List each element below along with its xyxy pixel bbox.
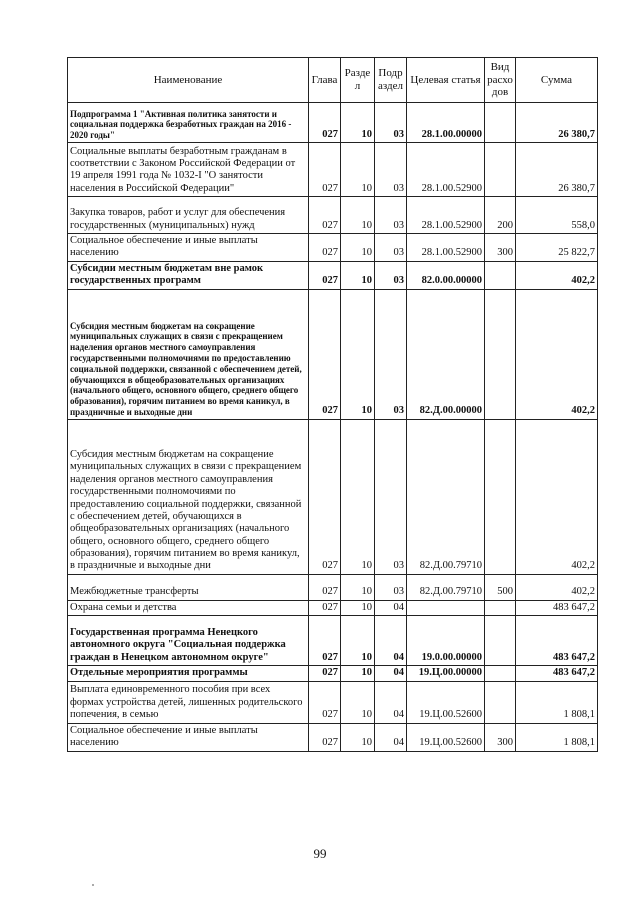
cell-sum: 483 647,2 (516, 666, 598, 681)
table-row (68, 289, 598, 419)
cell-section: 10 (341, 666, 375, 681)
cell-chapter: 027 (309, 681, 341, 723)
table-row (68, 616, 598, 666)
cell-sum: 483 647,2 (516, 616, 598, 666)
cell-subsection: 03 (375, 197, 407, 234)
cell-subsection: 03 (375, 289, 407, 419)
cell-target: 28.1.00.52900 (407, 197, 485, 234)
table-row (68, 666, 598, 681)
cell-sum: 402,2 (516, 289, 598, 419)
cell-target: 82.Д.00.79710 (407, 574, 485, 600)
cell-chapter: 027 (309, 197, 341, 234)
cell-name: Отдельные мероприятия программы (68, 666, 309, 681)
cell-subsection: 03 (375, 419, 407, 574)
cell-sum: 1 808,1 (516, 681, 598, 723)
cell-target: 19.Ц.00.00000 (407, 666, 485, 681)
cell-name: Субсидия местным бюджетам на сокращение муниципальных служащих в связи с прекращением наделения органов местного самоуправления государственными полномочиями по предоставлению социальной поддержки, связанной с обеспечением детей, обучающихся в общеобразовательных организациях (начального общего, основного общего, среднего общего образования), горячим питанием во время каникул, в праздничные и выходные дни (68, 289, 309, 419)
scan-speck (92, 884, 94, 886)
cell-name: Социальное обеспечение и иные выплаты населению (68, 723, 309, 751)
cell-expense-type: 300 (485, 234, 516, 262)
cell-target: 28.1.00.52900 (407, 234, 485, 262)
cell-name: Субсидии местным бюджетам вне рамок государственных программ (68, 261, 309, 289)
cell-chapter: 027 (309, 143, 341, 197)
cell-sum: 402,2 (516, 419, 598, 574)
cell-section: 10 (341, 600, 375, 615)
table-row (68, 234, 598, 262)
page-number: 99 (313, 846, 327, 861)
cell-name: Охрана семьи и детства (68, 600, 309, 615)
cell-sum: 558,0 (516, 197, 598, 234)
cell-expense-type (485, 143, 516, 197)
cell-name: Межбюджетные трансферты (68, 574, 309, 600)
cell-expense-type: 300 (485, 723, 516, 751)
cell-subsection: 04 (375, 666, 407, 681)
cell-section: 10 (341, 197, 375, 234)
cell-expense-type (485, 600, 516, 615)
cell-target: 28.1.00.52900 (407, 143, 485, 197)
document-page (67, 57, 597, 752)
cell-target: 19.Ц.00.52600 (407, 681, 485, 723)
header-name: Наименование (68, 58, 309, 103)
table-row (68, 600, 598, 615)
cell-section: 10 (341, 723, 375, 751)
table-row (68, 197, 598, 234)
budget-table (67, 57, 598, 752)
table-row (68, 681, 598, 723)
cell-name: Социальные выплаты безработным гражданам в соответствии с Законом Российской Федерации от 19 апреля 1991 года № 1032-I "О занятости населения в Российской Федерации" (68, 143, 309, 197)
cell-target: 19.Ц.00.52600 (407, 723, 485, 751)
cell-section: 10 (341, 103, 375, 143)
cell-chapter: 027 (309, 666, 341, 681)
cell-expense-type (485, 666, 516, 681)
cell-chapter: 027 (309, 600, 341, 615)
cell-sum: 1 808,1 (516, 723, 598, 751)
cell-subsection: 04 (375, 600, 407, 615)
table-row (68, 143, 598, 197)
cell-subsection: 04 (375, 723, 407, 751)
header-sum: Сумма (516, 58, 598, 103)
header-subsection: Подр аздел (375, 58, 407, 103)
table-header-row (68, 58, 598, 103)
table-row (68, 723, 598, 751)
cell-subsection: 04 (375, 616, 407, 666)
cell-subsection: 04 (375, 681, 407, 723)
cell-section: 10 (341, 616, 375, 666)
cell-target: 82.Д.00.00000 (407, 289, 485, 419)
cell-subsection: 03 (375, 574, 407, 600)
cell-target: 28.1.00.00000 (407, 103, 485, 143)
cell-chapter: 027 (309, 574, 341, 600)
table-row (68, 103, 598, 143)
cell-expense-type: 500 (485, 574, 516, 600)
cell-name: Государственная программа Ненецкого автономного округа "Социальная поддержка граждан в Ненецком автономном округе" (68, 616, 309, 666)
cell-section: 10 (341, 234, 375, 262)
cell-name: Выплата единовременного пособия при всех формах устройства детей, лишенных родительского попечения, в семью (68, 681, 309, 723)
cell-target: 82.0.00.00000 (407, 261, 485, 289)
cell-expense-type (485, 616, 516, 666)
cell-subsection: 03 (375, 234, 407, 262)
table-row (68, 261, 598, 289)
header-chapter: Глава (309, 58, 341, 103)
cell-subsection: 03 (375, 103, 407, 143)
cell-sum: 402,2 (516, 261, 598, 289)
cell-sum: 402,2 (516, 574, 598, 600)
cell-name: Субсидия местным бюджетам на сокращение муниципальных служащих в связи с прекращением наделения органов местного самоуправления государственными полномочиями по предоставлению социальной поддержки, связанной с обеспечением детей, обучающихся в общеобразовательных организациях (начального общего, основного общего, среднего общего образования), горячим питанием во время каникул, в праздничные и выходные дни (68, 419, 309, 574)
table-row (68, 419, 598, 574)
cell-section: 10 (341, 289, 375, 419)
header-section: Разде л (341, 58, 375, 103)
cell-section: 10 (341, 261, 375, 289)
cell-section: 10 (341, 143, 375, 197)
cell-sum: 26 380,7 (516, 103, 598, 143)
cell-section: 10 (341, 681, 375, 723)
cell-sum: 26 380,7 (516, 143, 598, 197)
cell-expense-type (485, 261, 516, 289)
cell-chapter: 027 (309, 289, 341, 419)
cell-expense-type (485, 681, 516, 723)
cell-expense-type: 200 (485, 197, 516, 234)
cell-chapter: 027 (309, 419, 341, 574)
cell-name: Подпрограмма 1 "Активная политика занятости и социальная поддержка безработных граждан на 2016 - 2020 годы" (68, 103, 309, 143)
cell-sum: 483 647,2 (516, 600, 598, 615)
cell-name: Закупка товаров, работ и услуг для обеспечения государственных (муниципальных) нужд (68, 197, 309, 234)
cell-expense-type (485, 289, 516, 419)
header-target: Целевая статья (407, 58, 485, 103)
cell-subsection: 03 (375, 261, 407, 289)
cell-expense-type (485, 419, 516, 574)
cell-section: 10 (341, 574, 375, 600)
cell-section: 10 (341, 419, 375, 574)
cell-sum: 25 822,7 (516, 234, 598, 262)
cell-expense-type (485, 103, 516, 143)
cell-chapter: 027 (309, 103, 341, 143)
header-expense-type: Вид расхо дов (485, 58, 516, 103)
cell-target: 19.0.00.00000 (407, 616, 485, 666)
table-row (68, 574, 598, 600)
cell-chapter: 027 (309, 261, 341, 289)
cell-target: 82.Д.00.79710 (407, 419, 485, 574)
cell-name: Социальное обеспечение и иные выплаты населению (68, 234, 309, 262)
cell-chapter: 027 (309, 234, 341, 262)
cell-chapter: 027 (309, 616, 341, 666)
cell-subsection: 03 (375, 143, 407, 197)
cell-chapter: 027 (309, 723, 341, 751)
cell-target (407, 600, 485, 615)
